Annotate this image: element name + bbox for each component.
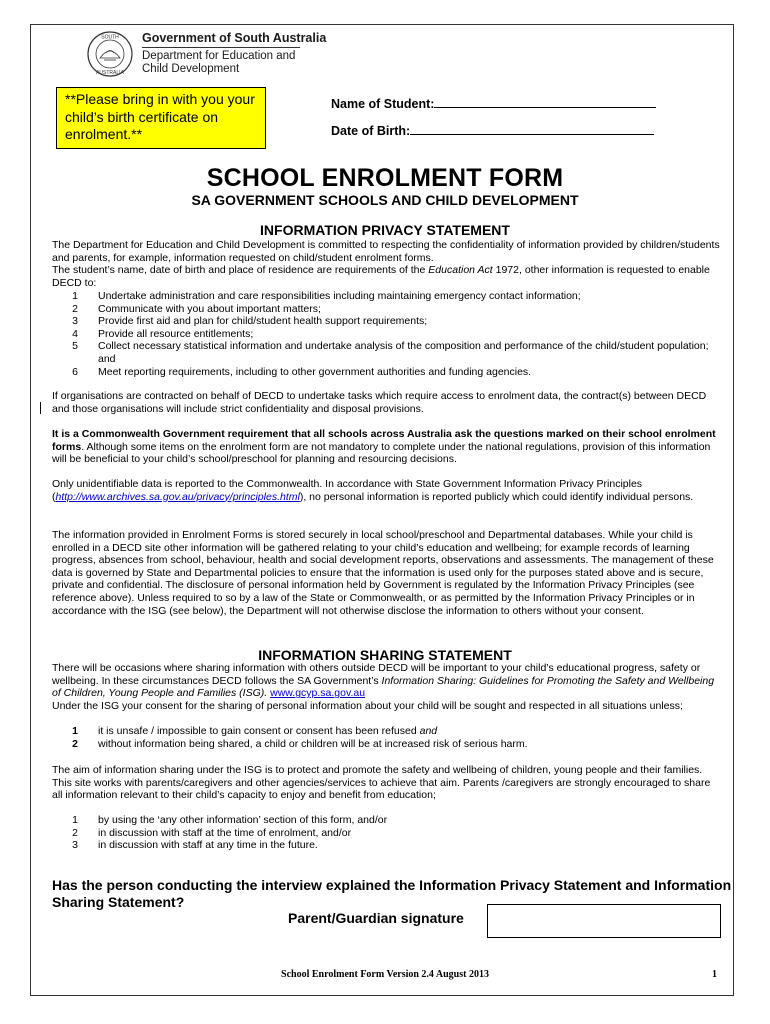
gcyp-link[interactable]: www.gcyp.sa.gov.au [270,687,366,700]
list-item [52,290,720,303]
list-item-number: 2 [72,737,78,750]
list-item [52,366,720,379]
list-item-number: 1 [72,725,78,737]
list-item-number: 1 [72,814,78,826]
change-bar [40,402,41,414]
form-title: SCHOOL ENROLMENT FORM [206,164,564,192]
list-item [52,340,720,365]
list-item [52,839,720,852]
commonwealth-paragraph: It is a Commonwealth Government requirement that all schools across Australia ask the questions marked on their school enrolment forms. Although some items on the enrolment form are not mandatory to complete under the national regulations, provision of this information will be beneficial to your child’s school/preschool for planning and resourcing decisions. [52,428,716,466]
privacy-principles-link[interactable]: http://www.archives.sa.gov.au/privacy/principles.html [55,490,300,503]
date-of-birth-label: Date of Birth: [331,124,411,138]
unidentifiable-data-paragraph: Only unidentifiable data is reported to the Commonwealth. In accordance with State Government Information Privacy Principles (http://www.archives.sa.gov.au/privacy/principles.html), no personal information is reported publicly which could identify individual persons. [52,478,694,503]
student-name-line[interactable] [434,96,656,108]
list-item-number: 3 [72,315,78,328]
student-name-field[interactable] [331,96,656,111]
footer-version: School Enrolment Form Version 2.4 August 2013 [281,969,489,980]
list-item-number: 2 [72,302,78,315]
unless-list [52,725,720,750]
list-item-number: 1 [72,290,78,302]
sharing-intro: There will be occasions where sharing information with others outside DECD will be important to your child’s educational progress, safety or wellbeing. In these circumstances DECD follows the SA Government’s Information Sharing: Guidelines for Promoting the Safety and Wellbeing of Children, Young People and Families (ISG). www.gcyp.sa.gov.au Under the ISG your consent for the sharing of personal information about your child will be sought and respected in all situations unless; [52,662,715,712]
svg-text:SOUTH: SOUTH [101,34,119,41]
list-item-number: 6 [72,365,78,378]
department-name: Department for Education and Child Development [142,50,296,75]
list-item-text: Provide all resource entitlements; [98,327,254,340]
student-name-label: Name of Student: [331,97,435,111]
date-of-birth-field[interactable] [331,123,654,138]
list-item-text: Meet reporting requirements, including to other government authorities and funding agencies. [98,365,532,378]
list-item [52,303,720,316]
list-item-number: 3 [72,839,78,852]
privacy-purpose-list [52,290,720,378]
interview-question: Has the person conducting the interview explained the Information Privacy Statement and Information Sharing Statement? [52,877,732,910]
list-item [52,827,720,840]
form-subtitle: SA GOVERNMENT SCHOOLS AND CHILD DEVELOPMENT [191,192,579,208]
list-item-text: without information being shared, a child or children will be at increased risk of serious harm. [98,737,528,750]
list-item [52,725,720,738]
government-name: Government of South Australia [142,31,327,45]
list-item-text: Collect necessary statistical information and undertake analysis of the composition and performance of the child/student population; and [98,340,709,365]
list-item-number: 4 [72,327,78,340]
list-item-text: by using the ‘any other information’ section of this form, and/or [98,814,388,826]
list-item [52,328,720,341]
birth-certificate-notice: **Please bring in with you your child’s birth certificate on enrolment.** [56,87,266,149]
list-item-text: Provide first aid and plan for child/student health support requirements; [98,315,428,328]
privacy-intro: The Department for Education and Child Development is committed to respecting the confidentiality of information provided by children/students and parents, for example, information requested on child/student enrolment forms. The student’s name, date of birth and place of residence are requirements of the Education Act 1972, other information is requested to enable DECD to: [52,239,720,289]
page-number: 1 [712,969,717,980]
header-divider [142,47,300,48]
sharing-heading: INFORMATION SHARING STATEMENT [258,647,512,663]
date-of-birth-line[interactable] [410,123,654,135]
list-item-text: in discussion with staff at any time in the future. [98,839,318,852]
list-item-number: 5 [72,340,78,353]
list-item-text: in discussion with staff at the time of enrolment, and/or [98,826,352,839]
privacy-heading: INFORMATION PRIVACY STATEMENT [260,222,510,238]
list-item [52,814,720,827]
list-item [52,315,720,328]
list-item-text: it is unsafe / impossible to gain consent or consent has been refused and [98,725,438,737]
list-item [52,738,720,751]
sharing-methods-list [52,814,720,852]
contract-paragraph: If organisations are contracted on behalf of DECD to undertake tasks which require access to enrolment data, the contract(s) between DECD and those organisations will include strict confidentiality and disposal provisions. [52,390,707,415]
aim-paragraph: The aim of information sharing under the ISG is to protect and promote the safety and wellbeing of children, young people and their families. This site works with parents/caregivers and other agencies/services to achieve that aim. Parents /caregivers are strongly encouraged to share all information relevant to their child’s capacity to enjoy and benefit from education; [52,764,711,802]
signature-label: Parent/Guardian signature [288,910,464,926]
signature-box[interactable] [487,904,721,938]
sa-government-seal-logo [86,30,134,78]
list-item-text: Communicate with you about important matters; [98,302,321,315]
storage-paragraph: The information provided in Enrolment Forms is stored securely in local school/preschool and Departmental databases. While your child is enrolled in a DECD site other information will be gathered relating to your child’s education and wellbeing; for example records of learning progress, absences from school, behaviour, health and social development reports, observations and assessments. The management of these data is governed by State and Departmental policies to ensure that the information is used only for the purposes stated above and is secure, private and confidential. The disclosure of personal information held by Government is regulated by the Information Privacy Principles (see reference above). Unless required to so by a law of the State or Commonwealth, or as permitted by the Information Privacy Principles or in accordance with the ISG (see below), the Department will not otherwise disclose the information to others without your consent. [52,529,714,617]
svg-text:AUSTRALIA: AUSTRALIA [96,70,124,76]
list-item-text: Undertake administration and care responsibilities including maintaining emergency contact information; [98,290,581,302]
list-item-number: 2 [72,826,78,839]
